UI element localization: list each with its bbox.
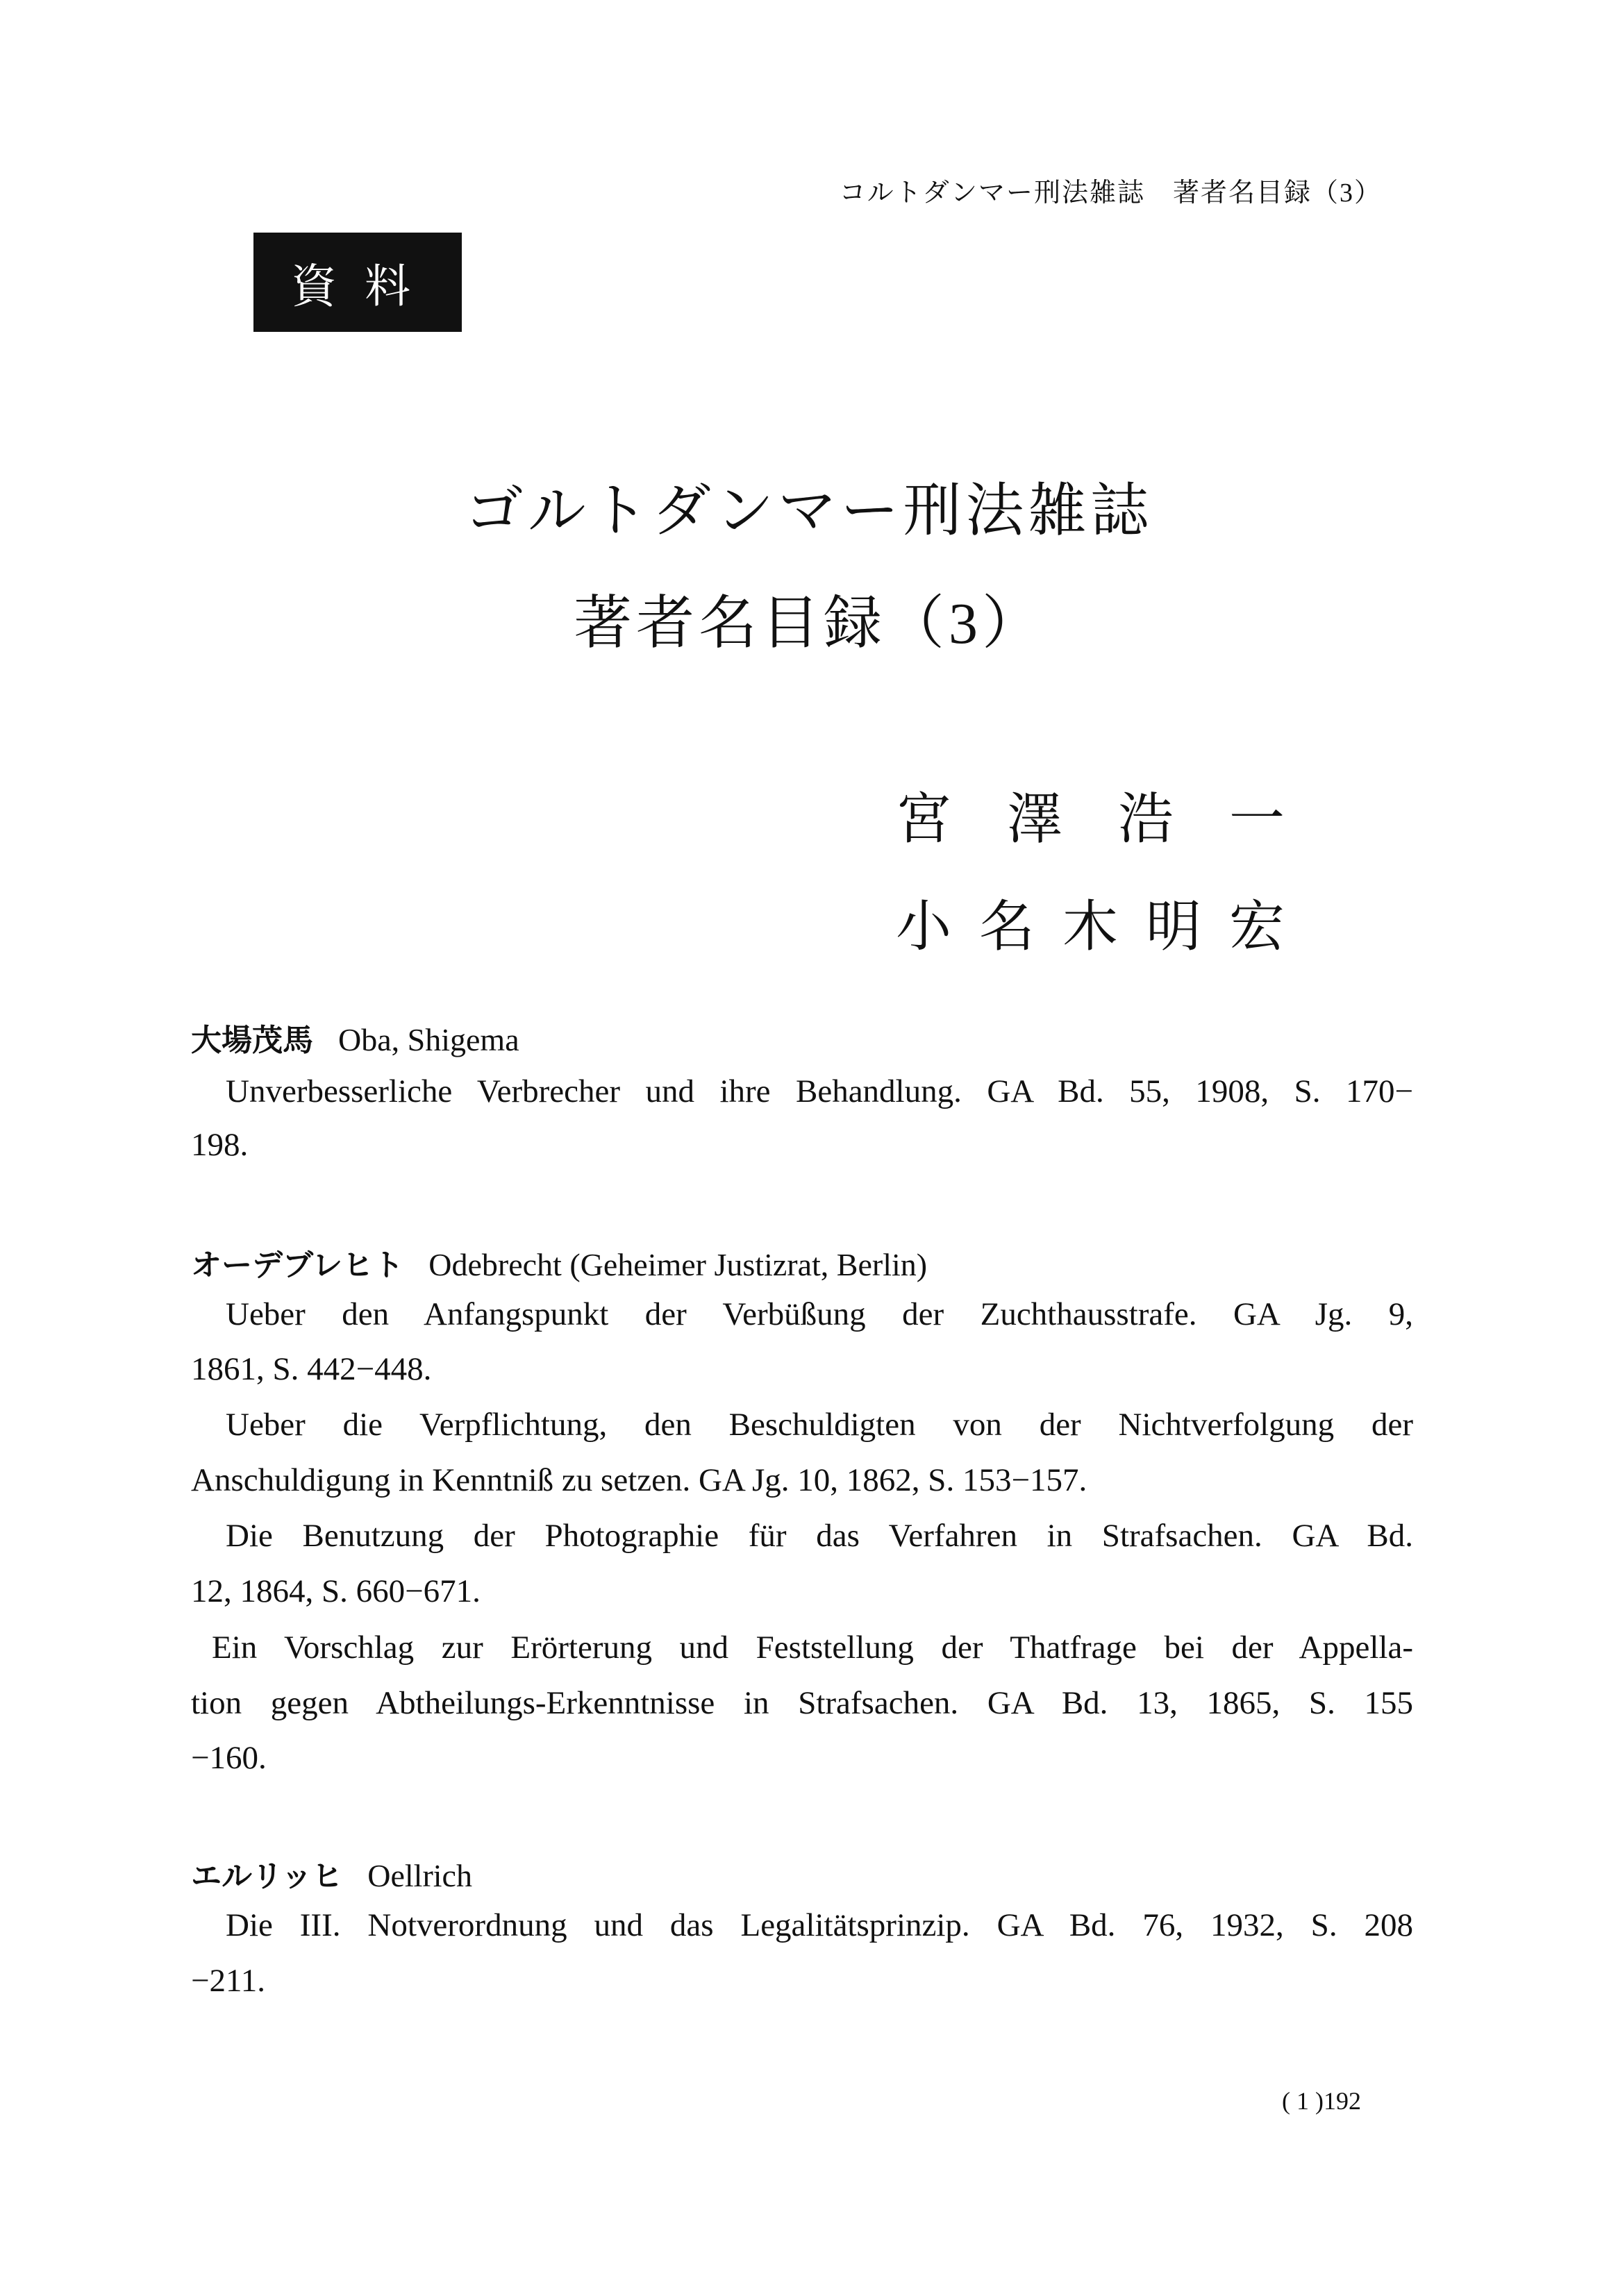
author-2 (896, 882, 1285, 962)
title-line-2: 著者名目録（3） (573, 592, 1044, 656)
entry-name: Odebrecht (Geheimer Justizrat, Berlin) (428, 1247, 928, 1282)
entry-name: Oellrich (367, 1858, 472, 1893)
entry-line: Die Benutzung der Photographie für das Verfahren in Strafsachen. GA Bd. (226, 1518, 1413, 1554)
author-char: 浩 (1118, 789, 1174, 850)
entry-line: Unverbesserliche Verbrecher und ihre Behandlung. GA Bd. 55, 1908, S. 170− (226, 1073, 1413, 1109)
entry-heading (191, 1015, 519, 1059)
entry-line: 12, 1864, S. 660−671. (191, 1573, 481, 1609)
entry-line: Ueber den Anfangspunkt der Verbüßung der Zuchthausstrafe. GA Jg. 9, (226, 1296, 1413, 1332)
entry-line: 198. (191, 1127, 249, 1163)
section-badge: 資料 (253, 233, 462, 332)
entry-name: Oba, Shigema (338, 1022, 519, 1057)
running-header: コルトダンマー刑法雑誌 著者名目録（3） (839, 178, 1382, 208)
entry-line: 1861, S. 442−448. (191, 1351, 432, 1387)
entry-line: −211. (191, 1963, 266, 1999)
author-1 (896, 774, 1285, 854)
entry-line: Anschuldigung in Kenntniß zu setzen. GA Jg. 10, 1862, S. 153−157. (191, 1462, 1087, 1498)
author-char: 宮 (896, 789, 951, 850)
author-char: 名 (979, 897, 1035, 958)
entry-line: Die III. Notverordnung und das Legalitätsprinzip. GA Bd. 76, 1932, S. 208 (226, 1907, 1413, 1943)
title-line-1: ゴルトダンマー刑法雑誌 (465, 479, 1153, 544)
entry-name-jp: オーデブレヒト (191, 1248, 404, 1283)
entry-name-jp: 大場茂馬 (191, 1023, 313, 1058)
page-number: ( 1 )192 (1282, 2087, 1361, 2115)
entry-heading (191, 1851, 472, 1895)
entry-line: −160. (191, 1740, 267, 1776)
author-char: 澤 (1007, 789, 1062, 850)
author-char: 小 (896, 897, 951, 958)
entry-line: tion gegen Abtheilungs-Erkenntnisse in Strafsachen. GA Bd. 13, 1865, S. 155 (191, 1685, 1413, 1721)
author-char: 宏 (1229, 897, 1285, 958)
entry-name-jp: エルリッヒ (191, 1859, 343, 1894)
entry-line: Ein Vorschlag zur Erörterung und Feststellung der Thatfrage bei der Appella- (212, 1629, 1413, 1666)
author-char: 明 (1146, 897, 1201, 958)
entry-line: Ueber die Verpflichtung, den Beschuldigten von der Nichtverfolgung der (226, 1407, 1413, 1443)
entry-heading (191, 1240, 927, 1284)
author-char: 一 (1229, 789, 1285, 850)
author-char: 木 (1062, 897, 1118, 958)
